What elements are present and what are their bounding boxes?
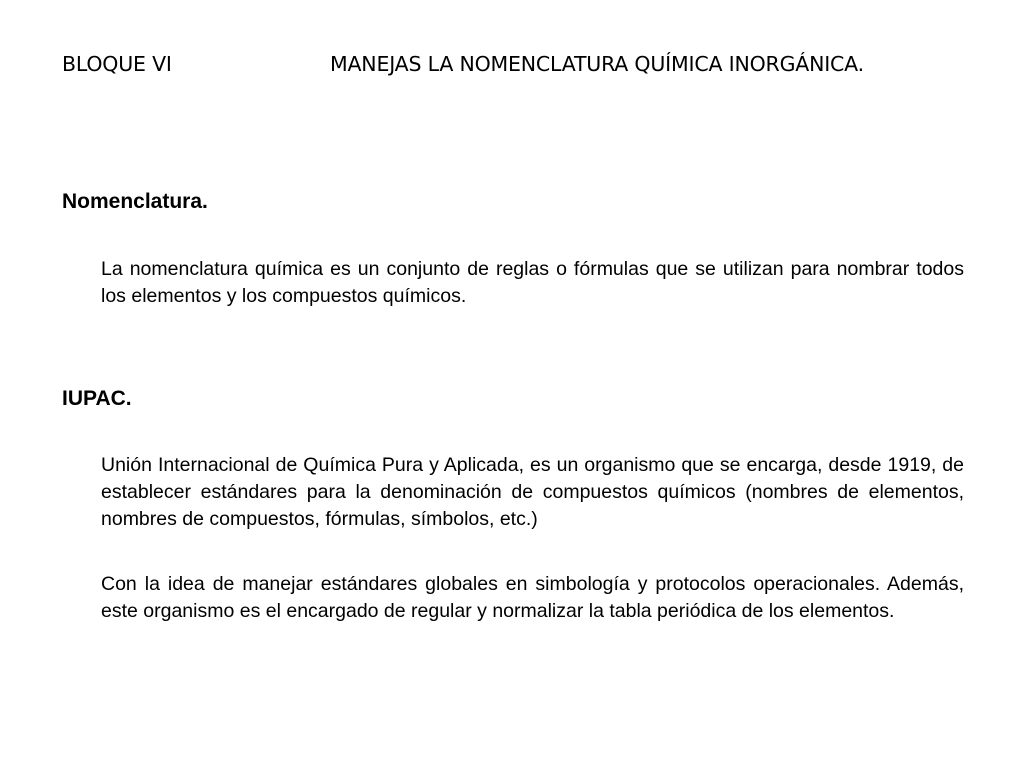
block-label: BLOQUE VI: [62, 52, 172, 76]
nomenclatura-definition: La nomenclatura química es un conjunto de reglas o fórmulas que se utilizan para nombrar todos los elementos y los compuestos químicos.: [101, 258, 964, 307]
slide-title: [62, 52, 982, 92]
section-heading-iupac: IUPAC.: [62, 387, 132, 410]
section-heading-nomenclatura: Nomenclatura.: [62, 190, 208, 213]
page-title: MANEJAS LA NOMENCLATURA QUÍMICA INORGÁNICA.: [330, 52, 864, 76]
iupac-definition: Unión Internacional de Química Pura y Aplicada, es un organismo que se encarga, desde 1919, de establecer estándares para la denominación de compuestos químicos (nombres de elementos, nombres de compuestos, fórmulas, símbolos, etc.): [101, 454, 964, 530]
iupac-purpose: Con la idea de manejar estándares globales en simbología y protocolos operacionales. Además, este organismo es el encargado de regular y normalizar la tabla periódica de los elementos.: [101, 573, 964, 622]
